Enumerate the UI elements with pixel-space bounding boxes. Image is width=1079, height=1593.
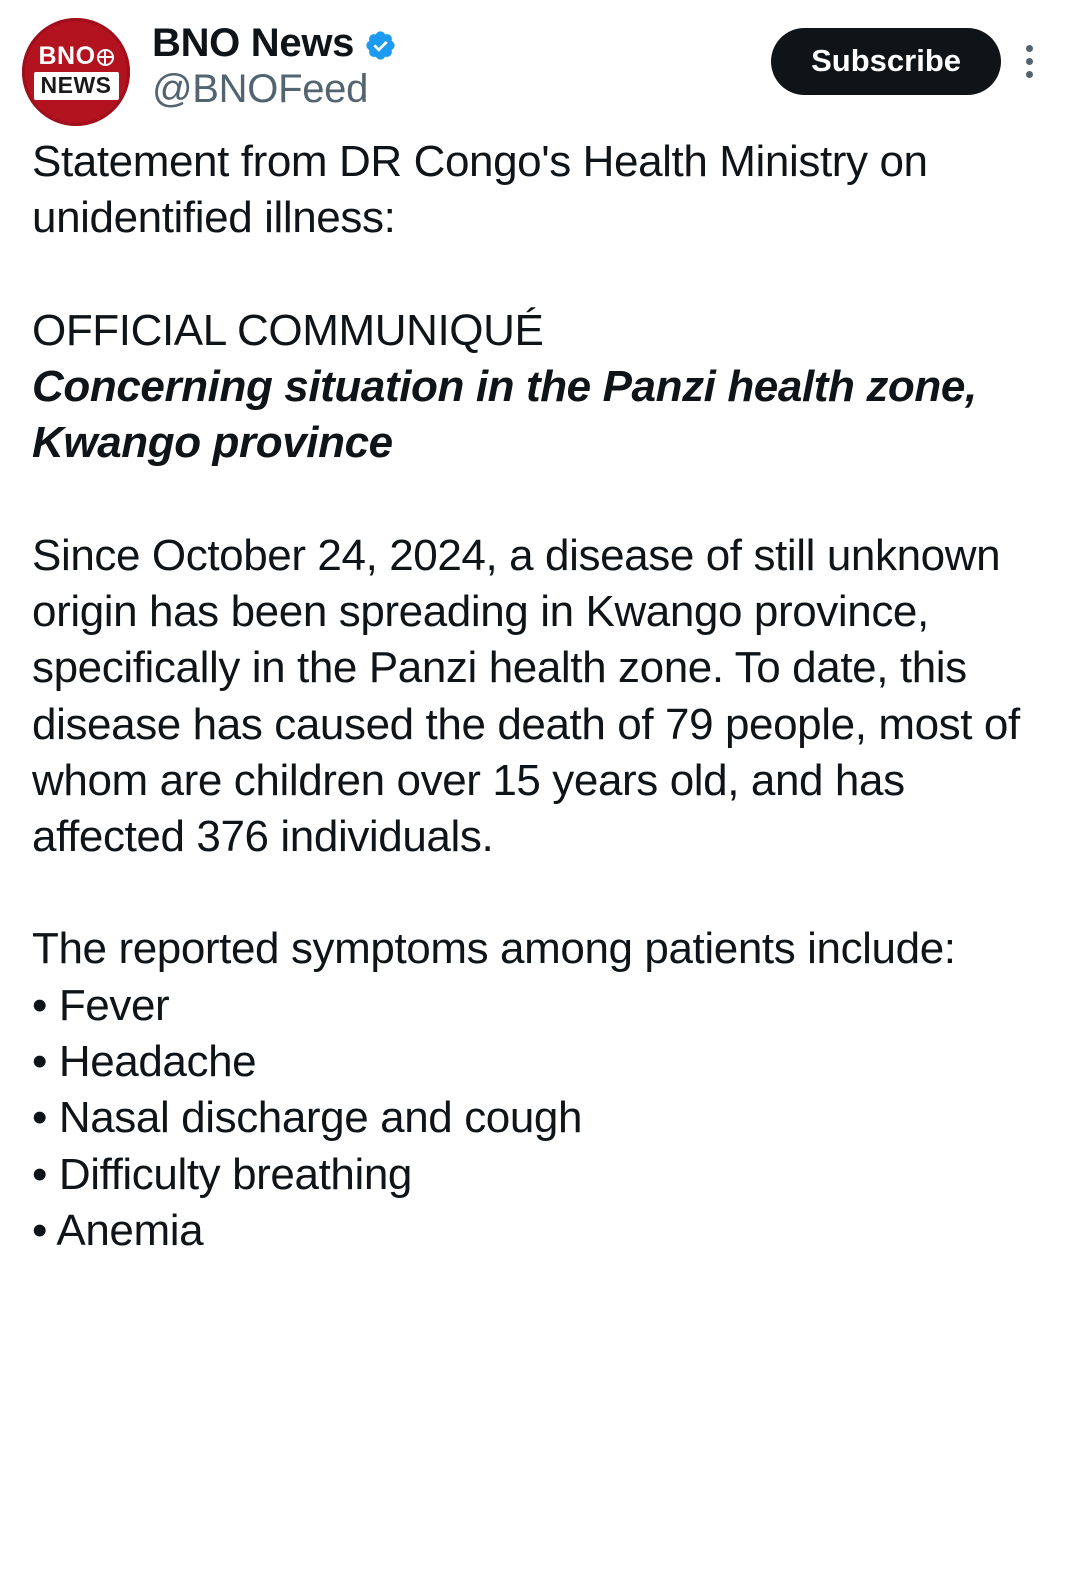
tweet-body <box>0 134 1079 1259</box>
account-handle[interactable]: @BNOFeed <box>152 67 369 112</box>
list-item: • Anemia <box>32 1206 204 1255</box>
paragraph-gap <box>32 865 1049 921</box>
symptoms-intro: The reported symptoms among patients include: <box>32 924 956 974</box>
tweet-header <box>0 0 1079 134</box>
communique-subtitle: Concerning situation in the Panzi health zone, Kwango province <box>32 361 977 468</box>
tweet-main-paragraph: Since October 24, 2024, a disease of still unknown origin has been spreading in Kwango province, specifically in the Panzi health zone. To date, this disease has caused the death of 79 people, most of whom are children over 15 years old, and has affected 376 individuals. <box>32 530 1020 862</box>
list-item: • Headache <box>32 1037 257 1087</box>
verified-badge-icon <box>364 29 397 62</box>
header-actions <box>771 18 1051 95</box>
kebab-dot <box>1026 45 1033 52</box>
symptoms-list <box>32 978 1049 1260</box>
subscribe-button[interactable]: Subscribe <box>771 28 1001 95</box>
paragraph-gap <box>32 247 1049 303</box>
avatar[interactable] <box>22 18 130 126</box>
kebab-dot <box>1026 58 1033 65</box>
communique-title: OFFICIAL COMMUNIQUÉ <box>32 305 544 355</box>
kebab-dot <box>1026 71 1033 78</box>
globe-icon <box>97 49 114 66</box>
account-identity <box>152 18 771 111</box>
avatar-logo-bottom: NEWS <box>34 72 119 100</box>
list-item: • Fever <box>32 980 170 1030</box>
paragraph-gap <box>32 472 1049 528</box>
display-name-row <box>152 22 771 65</box>
kebab-menu-icon[interactable] <box>1007 32 1051 92</box>
list-item: • Difficulty breathing <box>32 1149 412 1199</box>
avatar-logo-top <box>38 41 113 70</box>
tweet-intro-paragraph: Statement from DR Congo's Health Ministry on unidentified illness: <box>32 137 928 243</box>
list-item: • Nasal discharge and cough <box>32 1093 583 1143</box>
avatar-logo-text: BNO <box>38 41 96 70</box>
display-name[interactable]: BNO News <box>152 21 355 65</box>
